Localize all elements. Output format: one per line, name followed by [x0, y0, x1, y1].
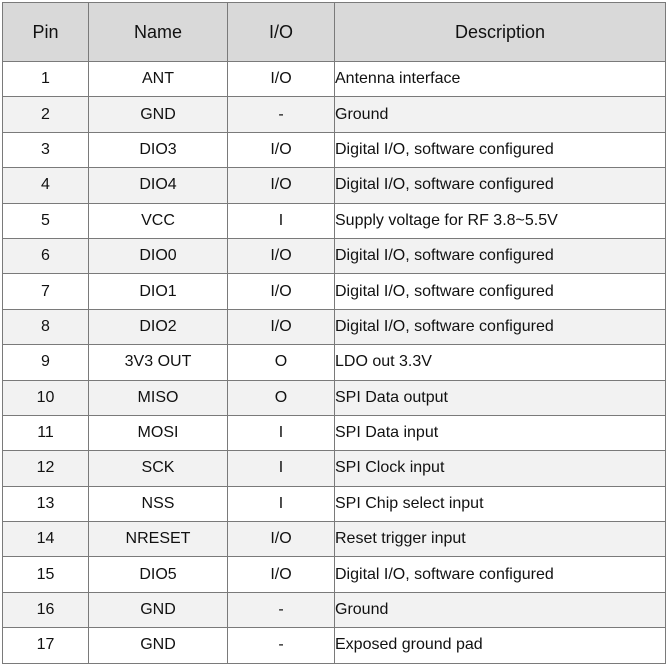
table-row	[3, 132, 666, 167]
pin-cell: 15	[3, 557, 89, 592]
pin-cell: 11	[3, 415, 89, 450]
table-row	[3, 203, 666, 238]
table-row	[3, 97, 666, 132]
table-row	[3, 380, 666, 415]
pin-cell: 6	[3, 238, 89, 273]
name-cell: NSS	[89, 486, 228, 521]
name-cell: VCC	[89, 203, 228, 238]
io-cell: I/O	[228, 274, 335, 309]
table-row	[3, 557, 666, 592]
pin-cell: 5	[3, 203, 89, 238]
name-cell: ANT	[89, 62, 228, 97]
io-cell: O	[228, 345, 335, 380]
description-cell: Digital I/O, software configured	[335, 557, 666, 592]
description-cell: Ground	[335, 592, 666, 627]
io-cell: I/O	[228, 557, 335, 592]
name-cell: GND	[89, 592, 228, 627]
table-row	[3, 168, 666, 203]
io-cell: I	[228, 415, 335, 450]
description-cell: SPI Data input	[335, 415, 666, 450]
table-header	[3, 3, 666, 62]
io-cell: I/O	[228, 522, 335, 557]
table-row	[3, 309, 666, 344]
description-cell: Supply voltage for RF 3.8~5.5V	[335, 203, 666, 238]
io-cell: I	[228, 451, 335, 486]
io-cell: I/O	[228, 238, 335, 273]
pin-cell: 4	[3, 168, 89, 203]
pin-cell: 1	[3, 62, 89, 97]
name-cell: GND	[89, 97, 228, 132]
name-cell: DIO4	[89, 168, 228, 203]
description-cell: Ground	[335, 97, 666, 132]
pin-cell: 10	[3, 380, 89, 415]
name-cell: NRESET	[89, 522, 228, 557]
table-row	[3, 415, 666, 450]
io-cell: -	[228, 97, 335, 132]
pin-cell: 2	[3, 97, 89, 132]
table-row	[3, 486, 666, 521]
io-cell: I	[228, 203, 335, 238]
description-cell: Antenna interface	[335, 62, 666, 97]
description-cell: Digital I/O, software configured	[335, 309, 666, 344]
name-cell: DIO2	[89, 309, 228, 344]
table-row	[3, 592, 666, 627]
header-io: I/O	[228, 3, 335, 62]
name-cell: GND	[89, 628, 228, 663]
pin-cell: 9	[3, 345, 89, 380]
header-row	[3, 3, 666, 62]
io-cell: I	[228, 486, 335, 521]
name-cell: DIO0	[89, 238, 228, 273]
description-cell: Digital I/O, software configured	[335, 238, 666, 273]
description-cell: Reset trigger input	[335, 522, 666, 557]
name-cell: 3V3 OUT	[89, 345, 228, 380]
name-cell: DIO3	[89, 132, 228, 167]
pin-cell: 3	[3, 132, 89, 167]
description-cell: Exposed ground pad	[335, 628, 666, 663]
pin-cell: 12	[3, 451, 89, 486]
table-row	[3, 522, 666, 557]
description-cell: SPI Data output	[335, 380, 666, 415]
io-cell: O	[228, 380, 335, 415]
io-cell: I/O	[228, 309, 335, 344]
pin-cell: 13	[3, 486, 89, 521]
pin-cell: 16	[3, 592, 89, 627]
name-cell: DIO5	[89, 557, 228, 592]
pin-cell: 17	[3, 628, 89, 663]
description-cell: SPI Chip select input	[335, 486, 666, 521]
description-cell: Digital I/O, software configured	[335, 168, 666, 203]
description-cell: Digital I/O, software configured	[335, 132, 666, 167]
io-cell: -	[228, 592, 335, 627]
name-cell: MOSI	[89, 415, 228, 450]
io-cell: -	[228, 628, 335, 663]
pin-cell: 14	[3, 522, 89, 557]
name-cell: MISO	[89, 380, 228, 415]
description-cell: LDO out 3.3V	[335, 345, 666, 380]
table-row	[3, 345, 666, 380]
header-name: Name	[89, 3, 228, 62]
name-cell: DIO1	[89, 274, 228, 309]
io-cell: I/O	[228, 62, 335, 97]
name-cell: SCK	[89, 451, 228, 486]
table-row	[3, 274, 666, 309]
table-row	[3, 451, 666, 486]
table-row	[3, 62, 666, 97]
header-description: Description	[335, 3, 666, 62]
description-cell: Digital I/O, software configured	[335, 274, 666, 309]
table-body	[3, 62, 666, 664]
io-cell: I/O	[228, 132, 335, 167]
pin-cell: 7	[3, 274, 89, 309]
table-row	[3, 628, 666, 663]
pin-description-table	[2, 2, 666, 664]
description-cell: SPI Clock input	[335, 451, 666, 486]
table-row	[3, 238, 666, 273]
io-cell: I/O	[228, 168, 335, 203]
header-pin: Pin	[3, 3, 89, 62]
pin-cell: 8	[3, 309, 89, 344]
